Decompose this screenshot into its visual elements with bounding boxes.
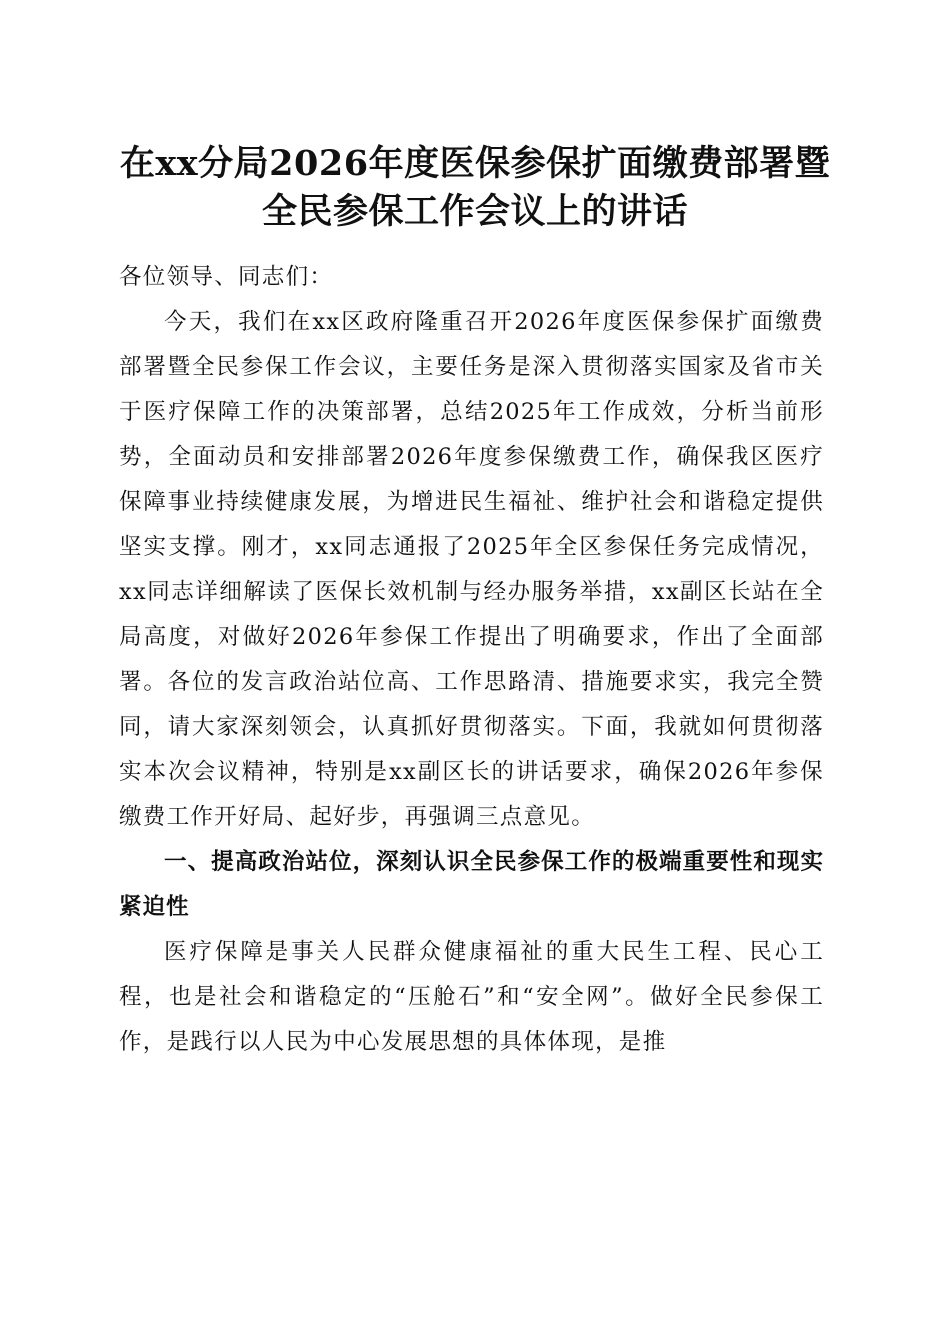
document-body: [119, 255, 824, 1065]
title-line-2: 全民参保工作会议上的讲话: [261, 191, 688, 232]
paragraph-section-1: 医疗保障是事关人民群众健康福祉的重大民生工程、民心工程，也是社会和谐稳定的“压舱石”和“安全网”。做好全民参保工作，是践行以人民为中心发展思想的具体体现，是推: [119, 939, 824, 1055]
paragraph-intro: 今天，我们在xx区政府隆重召开2026年度医保参保扩面缴费部署暨全民参保工作会议，主要任务是深入贯彻落实国家及省市关于医疗保障工作的决策部署，总结2025年工作成效，分析当前形势，全面动员和安排部署2026年度参保缴费工作，确保我区医疗保障事业持续健康发展，为增进民生福祉、维护社会和谐稳定提供坚实支撑。刚才，xx同志通报了2025年全区参保任务完成情况，xx同志详细解读了医保长效机制与经办服务举措，xx副区长站在全局高度，对做好2026年参保工作提出了明确要求，作出了全面部署。各位的发言政治站位高、工作思路清、措施要求实，我完全赞同，请大家深刻领会，认真抓好贯彻落实。下面，我就如何贯彻落实本次会议精神，特别是xx副区长的讲话要求，确保2026年参保缴费工作开好局、起好步，再强调三点意见。: [119, 309, 824, 830]
salutation: 各位领导、同志们：: [119, 264, 334, 290]
title-line-1: 在xx分局2026年度医保参保扩面缴费部署暨: [119, 143, 831, 184]
section-heading-1: 一、提高政治站位，深刻认识全民参保工作的极端重要性和现实紧迫性: [119, 849, 824, 920]
document-title: [60, 140, 890, 236]
